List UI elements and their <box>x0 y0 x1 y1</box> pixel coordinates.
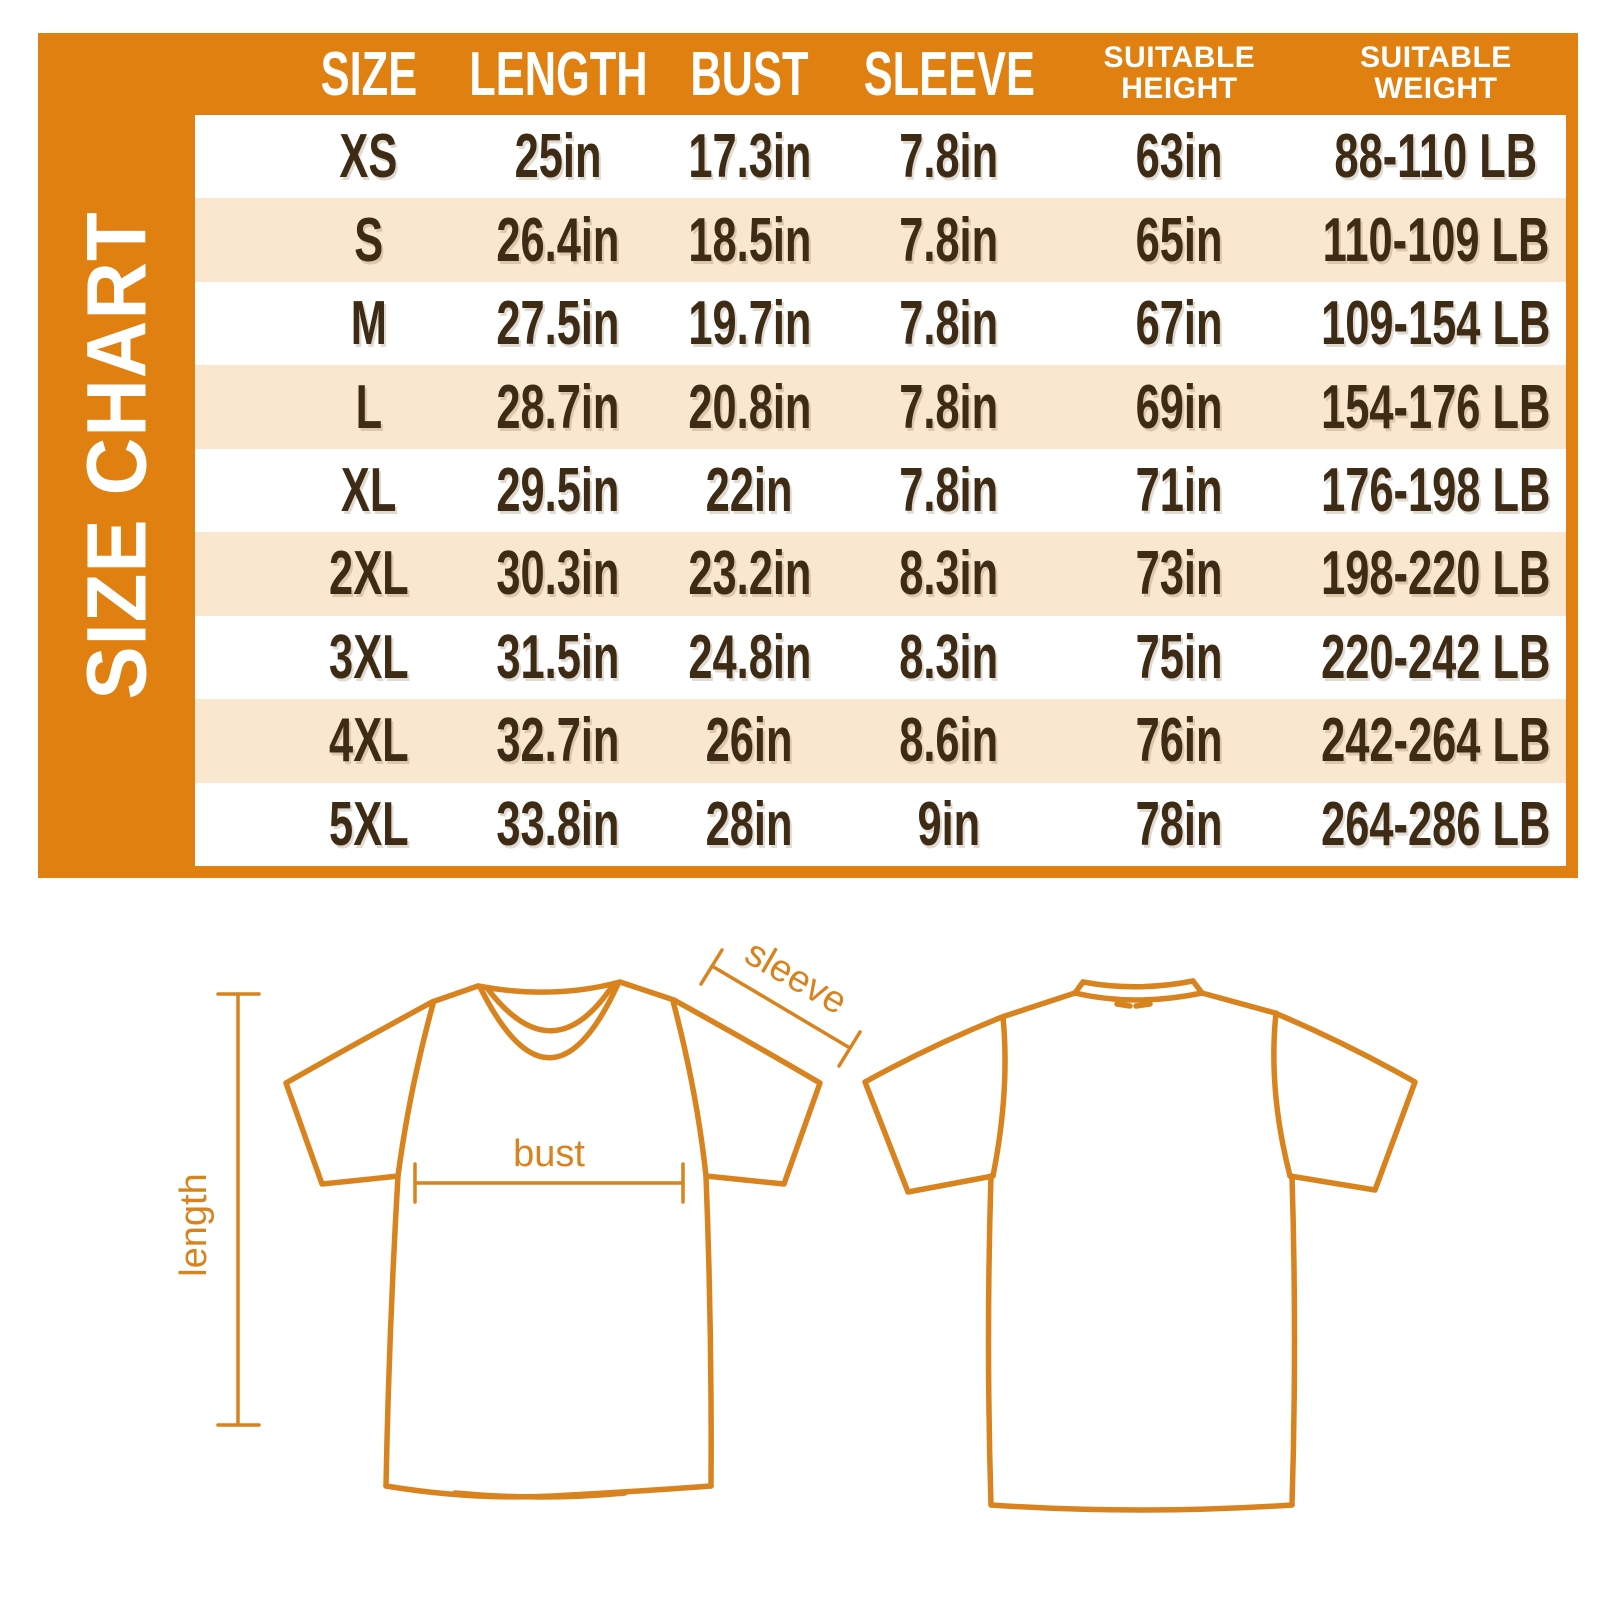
cell-suitable-weight: 198-220 LB <box>1321 539 1551 609</box>
cell-suitable-height: 69in <box>1135 372 1223 442</box>
cell-length: 30.3in <box>496 539 620 609</box>
cell-suitable-weight: 176-198 LB <box>1321 455 1551 525</box>
cell-size: L <box>355 372 382 442</box>
cell-length: 31.5in <box>496 622 620 692</box>
cell-suitable-height: 76in <box>1135 706 1223 776</box>
cell-suitable-weight: 264-286 LB <box>1321 789 1551 859</box>
chart-title: SIZE CHART <box>69 211 163 700</box>
cell-suitable-height: 65in <box>1135 205 1223 275</box>
table-row-xl <box>195 449 1566 532</box>
cell-bust: 18.5in <box>687 205 812 275</box>
cell-size: XS <box>339 122 398 192</box>
cell-bust: 24.8in <box>687 622 812 692</box>
sidebar-title-area <box>38 33 195 878</box>
table-row-s <box>195 198 1566 281</box>
column-header-suitable-weight: SUITABLE WEIGHT <box>1360 41 1512 105</box>
cell-length: 28.7in <box>496 372 620 442</box>
table-row-xs <box>195 115 1566 198</box>
cell-length: 25in <box>514 122 602 192</box>
sleeve-label: sleeve <box>737 931 855 1024</box>
cell-sleeve: 7.8in <box>899 289 999 359</box>
cell-length: 26.4in <box>496 205 620 275</box>
length-label: length <box>173 1173 215 1277</box>
cell-size: S <box>354 205 383 275</box>
cell-suitable-height: 67in <box>1135 289 1223 359</box>
cell-suitable-height: 71in <box>1135 455 1223 525</box>
column-header-length: LENGTH <box>468 39 648 109</box>
tshirt-back-drawing <box>865 981 1415 1510</box>
measurement-diagram <box>0 900 1600 1600</box>
table-row-5xl <box>195 783 1566 866</box>
table-row-l <box>195 365 1566 448</box>
cell-size: 4XL <box>328 706 409 776</box>
cell-bust: 20.8in <box>687 372 812 442</box>
cell-bust: 23.2in <box>687 539 812 609</box>
cell-sleeve: 8.6in <box>899 706 999 776</box>
table-row-3xl <box>195 616 1566 699</box>
cell-size: 3XL <box>328 622 409 692</box>
cell-size: 5XL <box>328 789 409 859</box>
table-row-m <box>195 282 1566 365</box>
cell-bust: 26in <box>706 706 793 776</box>
cell-sleeve: 7.8in <box>899 122 999 192</box>
tshirt-front-drawing <box>286 982 820 1497</box>
cell-length: 32.7in <box>496 706 620 776</box>
cell-sleeve: 7.8in <box>899 455 999 525</box>
column-header-sleeve: SLEEVE <box>863 39 1035 109</box>
cell-suitable-weight: 109-154 LB <box>1321 289 1551 359</box>
cell-suitable-height: 73in <box>1135 539 1223 609</box>
table-row-2xl <box>195 532 1566 615</box>
cell-sleeve: 7.8in <box>899 372 999 442</box>
cell-suitable-weight: 110-109 LB <box>1322 205 1550 275</box>
cell-suitable-weight: 88-110 LB <box>1334 122 1538 192</box>
column-header-bust: BUST <box>690 39 809 109</box>
cell-bust: 22in <box>706 455 793 525</box>
cell-suitable-weight: 154-176 LB <box>1321 372 1551 442</box>
size-chart-table <box>38 33 1578 878</box>
column-header-size: SIZE <box>320 39 417 109</box>
bust-label: bust <box>513 1133 585 1175</box>
cell-sleeve: 8.3in <box>899 622 999 692</box>
cell-bust: 17.3in <box>687 122 812 192</box>
cell-suitable-weight: 242-264 LB <box>1321 706 1551 776</box>
cell-length: 29.5in <box>496 455 620 525</box>
cell-sleeve: 9in <box>917 789 981 859</box>
table-header-row <box>195 33 1566 115</box>
cell-sleeve: 7.8in <box>899 205 999 275</box>
cell-size: 2XL <box>328 539 409 609</box>
cell-size: M <box>350 289 387 359</box>
cell-length: 33.8in <box>496 789 620 859</box>
cell-size: XL <box>340 455 397 525</box>
cell-bust: 19.7in <box>687 289 812 359</box>
column-header-suitable-height: SUITABLE HEIGHT <box>1103 41 1256 105</box>
cell-suitable-height: 75in <box>1135 622 1223 692</box>
table-body <box>195 115 1566 866</box>
cell-sleeve: 8.3in <box>899 539 999 609</box>
cell-suitable-weight: 220-242 LB <box>1321 622 1551 692</box>
cell-suitable-height: 63in <box>1135 122 1223 192</box>
length-measure-line <box>218 994 259 1425</box>
cell-length: 27.5in <box>496 289 620 359</box>
cell-suitable-height: 78in <box>1135 789 1223 859</box>
table-row-4xl <box>195 699 1566 782</box>
cell-bust: 28in <box>706 789 793 859</box>
